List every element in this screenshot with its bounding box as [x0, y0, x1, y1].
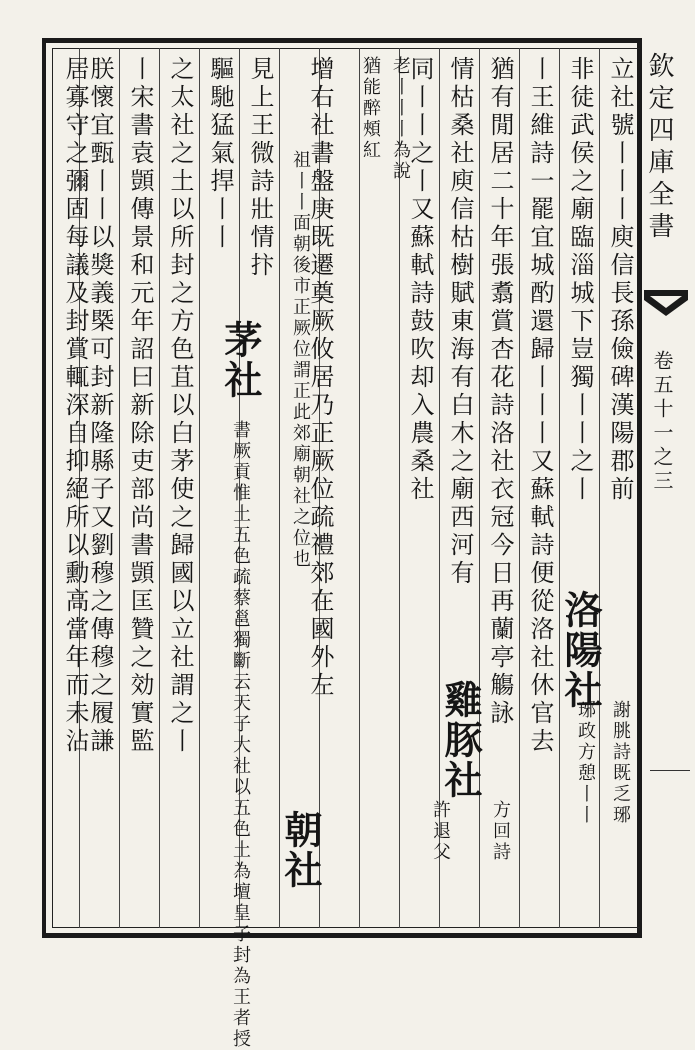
text-column: 丨王維詩一罷宜城酌還歸丨丨丨又蘇軾詩便從洛社休官去 — [526, 56, 554, 756]
text-column: 同丨丨之丨又蘇軾詩鼓吹却入農桑社 — [406, 56, 434, 504]
fore-edge-divider — [650, 770, 690, 771]
text-column: 許退父 — [430, 800, 451, 863]
text-column: 祖丨丨面朝後市正厥位謂正此郊廟朝社之位也 — [290, 150, 311, 570]
section-heading: 茅社 — [218, 320, 263, 400]
text-column: 之太社之土以所封之方色苴以白茅使之歸國以立社謂之丨 — [166, 56, 194, 756]
text-column: 琊政方憩丨丨 — [575, 700, 596, 826]
fish-tail-mark-icon — [642, 286, 690, 320]
fore-edge-volume: 卷五十一之三 — [650, 350, 674, 494]
text-column: 情枯桑社庾信枯樹賦東海有白木之廟西河有 — [446, 56, 474, 588]
section-heading: 朝社 — [278, 810, 323, 890]
text-column: 見上王微詩壯情抃 — [246, 56, 274, 280]
text-column: 丨宋書袁顗傳景和元年詔曰新除吏部尚書顗匡贊之効實監 — [126, 56, 154, 756]
text-column: 居寡守之彌固每議及封賞輒深自抑絕所以勳高當年而未沾 — [61, 56, 89, 756]
text-column: 書厥貢惟土五色疏蔡邕獨斷云天子大社以五色土為壇皇子封為王者授 — [230, 420, 251, 1050]
fore-edge-title: 欽定四庫全書 — [644, 52, 674, 244]
section-heading: 雞豚社 — [438, 680, 483, 800]
text-column: 非徒武侯之廟臨淄城下豈獨丨丨之丨 — [566, 56, 594, 504]
text-column: 增右社書盤庚既遷奠厥攸居乃正厥位疏禮郊在國外左 — [306, 56, 334, 700]
text-column: 方回詩 — [490, 800, 511, 863]
text-column: 立社號丨丨丨庾信長孫儉碑漢陽郡前 — [606, 56, 634, 504]
section-heading: 洛陽社 — [558, 590, 603, 710]
text-column: 老丨丨丨為說 — [390, 56, 411, 182]
text-column: 驅馳猛氣捍丨丨 — [206, 56, 234, 252]
text-column: 謝朓詩既乏琊 — [610, 700, 631, 826]
text-column: 猶有閒居二十年張翥賞杏花詩洛社衣冠今日再蘭亭觴詠 — [486, 56, 514, 728]
text-column: 朕懷宜甄丨丨以獎義槩可封新隆縣子又劉穆之傳穆之履謙 — [86, 56, 114, 756]
text-column: 猶能醉頰紅 — [360, 56, 381, 161]
